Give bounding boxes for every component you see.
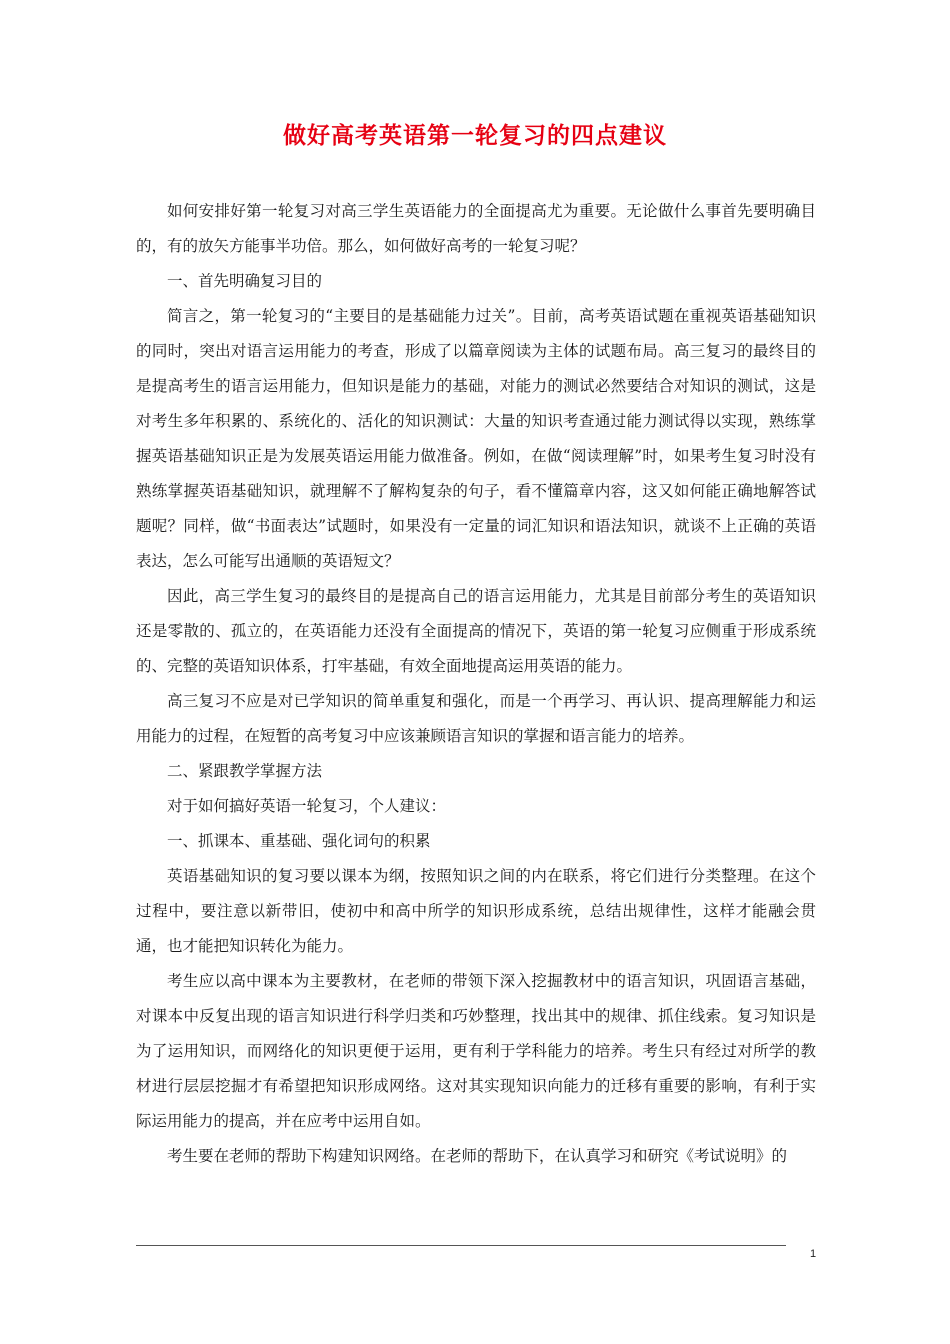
body-paragraph: 英语基础知识的复习要以课本为纲，按照知识之间的内在联系，将它们进行分类整理。在这个过程中，要注意以新带旧，使初中和高中所学的知识形成系统，总结出规律性，这样才能融会贯通，也才能把知识转化为能力。 (136, 867, 816, 955)
footer-divider (136, 1245, 786, 1246)
body-paragraph: 简言之，第一轮复习的“主要目的是基础能力过关”。目前，高考英语试题在重视英语基础知识的同时，突出对语言运用能力的考查，形成了以篇章阅读为主体的试题布局。高三复习的最终目的是提高考生的语言运用能力，但知识是能力的基础，对能力的测试必然要结合对知识的测试，这是对考生多年积累的、系统化的、活化的知识测试：大量的知识考查通过能力测试得以实现，熟练掌握英语基础知识正是为发展英语运用能力做准备。例如，在做“阅读理解”时，如果考生复习时没有熟练掌握英语基础知识，就理解不了解构复杂的句子，看不懂篇章内容，这又如何能正确地解答试题呢？同样，做“书面表达”试题时，如果没有一定量的词汇知识和语法知识，就谈不上正确的英语表达，怎么可能写出通顺的英语短文？ (136, 307, 816, 570)
body-paragraph: 考生应以高中课本为主要教材，在老师的带领下深入挖掘教材中的语言知识，巩固语言基础，对课本中反复出现的语言知识进行科学归类和巧妙整理，找出其中的规律、抓住线索。复习知识是为了运用知识，而网络化的知识更便于运用，更有利于学科能力的培养。考生只有经过对所学的教材进行层层挖掘才有希望把知识形成网络。这对其实现知识向能力的迁移有重要的影响，有利于实际运用能力的提高，并在应考中运用自如。 (136, 972, 816, 1130)
document-title: 做好高考英语第一轮复习的四点建议 (283, 122, 667, 149)
section-heading: 一、首先明确复习目的 (167, 272, 323, 290)
page-number: 1 (810, 1248, 817, 1260)
document-body (136, 194, 816, 1174)
body-paragraph: 对于如何搞好英语一轮复习，个人建议： (167, 797, 447, 815)
subsection-heading: 一、抓课本、重基础、强化词句的积累 (167, 832, 431, 850)
body-paragraph: 因此，高三学生复习的最终目的是提高自己的语言运用能力，尤其是目前部分考生的英语知识还是零散的、孤立的，在英语能力还没有全面提高的情况下，英语的第一轮复习应侧重于形成系统的、完整的英语知识体系，打牢基础，有效全面地提高运用英语的能力。 (136, 587, 816, 675)
section-heading: 二、紧跟教学掌握方法 (167, 762, 323, 780)
intro-paragraph: 如何安排好第一轮复习对高三学生英语能力的全面提高尤为重要。无论做什么事首先要明确目的，有的放矢方能事半功倍。那么，如何做好高考的一轮复习呢？ (136, 202, 816, 255)
body-paragraph: 高三复习不应是对已学知识的简单重复和强化，而是一个再学习、再认识、提高理解能力和运用能力的过程，在短暂的高考复习中应该兼顾语言知识的掌握和语言能力的培养。 (136, 692, 816, 745)
body-paragraph: 考生要在老师的帮助下构建知识网络。在老师的帮助下，在认真学习和研究《考试说明》的 (167, 1147, 788, 1165)
